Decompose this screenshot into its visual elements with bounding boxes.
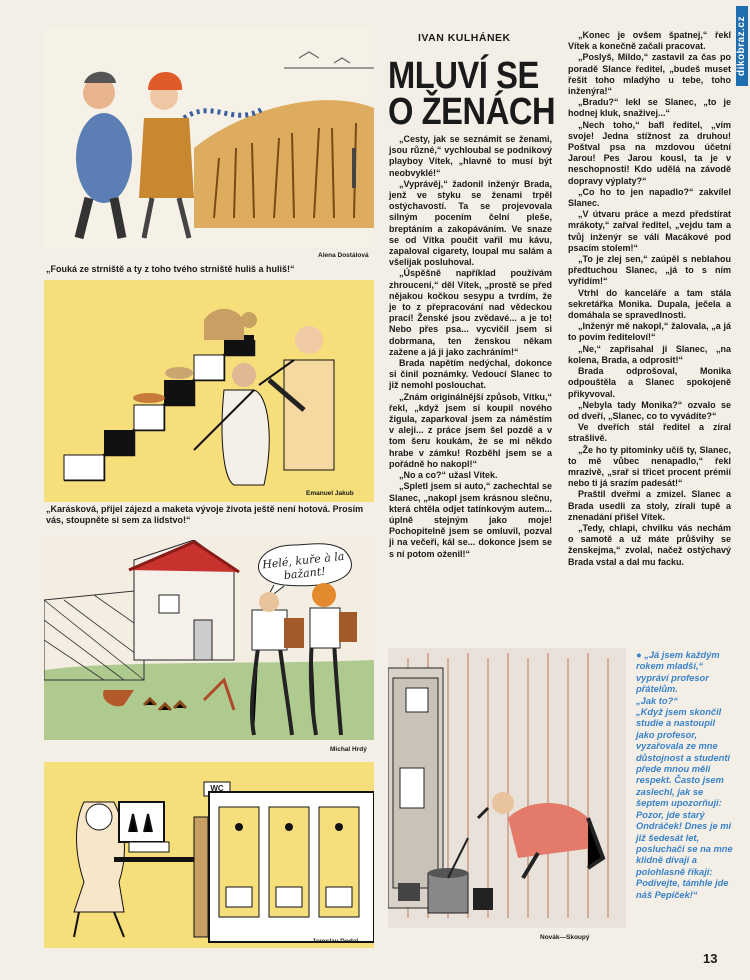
article-column-2: [568, 30, 731, 568]
col2-paragraph: „Nebyla tady Monika?“ ozvalo se od dveří, „Slanec, co to vyvádíte?“: [568, 399, 731, 421]
page-number: 13: [703, 951, 718, 966]
credit-dostalova: Alena Dostálová: [318, 252, 369, 259]
cartoon-vyvoj-drawing: [44, 280, 374, 502]
credit-novak-skoupy: Novák—Skoupý: [540, 934, 590, 941]
col1-paragraph: Brada napětím nedýchal, dokonce si činil poznámky. Vedoucí Slanec to již nemohl poslouchat.: [389, 358, 552, 391]
article-author: IVAN KULHÁNEK: [418, 32, 511, 44]
col2-paragraph: Ve dveřích stál ředitel a zíral strašlivě.: [568, 422, 731, 444]
col2-paragraph: „Konec je ovšem špatnej,“ řekl Vítek a konečně začali pracovat.: [568, 30, 731, 52]
joke-paragraph: „Když jsem skončil studie a nastoupil jako profesor, vyzařovala ze mne důstojnost a studenti přede mnou měli respekt. Často jsem zaslechl, jak se šeptem upozorňují: Pozor, jde starý Ondráček! Dnes je mi již šedesát let, posluchači se na mne klidně dívají a polohlasně říkají: Podívejte, támhle jde náš Pepíček!“: [636, 707, 733, 900]
cartoon-novak-skoupy: [388, 648, 626, 928]
cartoon-bazant: [44, 540, 374, 740]
wc-sign: WC: [210, 784, 224, 793]
col1-paragraph: „Spletl jsem si auto,“ zachechtal se Slanec, „nakopl jsem krásnou slečnu, která chtěla odjet tatínkovým autem... úplně stejným jako moje! Pochopitelně jsem se omluvil, pozval ji na večeři, kál se... dokonce jsem se s ní potom oženil!“: [389, 481, 552, 559]
col2-paragraph: Vtrhl do kanceláře a tam stála sekretářka Monika. Dupala, ječela a domáhala se spravedlnosti.: [568, 287, 731, 321]
cartoon-strniste: [44, 28, 374, 248]
col2-paragraph: „Nech toho,“ bafl ředitel, „vím svoje! Jedna stížnost za druhou! Poštval psa na mzdovou účetní Jarou! Pes Jarou kousl, ta je v neschopnosti! Kdo udělá na závodě dopravy výplaty?“: [568, 119, 731, 186]
col2-paragraph: „To je zlej sen,“ zaúpěl s neblahou předtuchou Slanec, „já to s ním vyřídím!“: [568, 254, 731, 287]
col1-paragraph: „Vyprávěj,“ žadonil inženýr Brada, jenž ve styku se ženami trpěl ostýchavostí. Ta se projevovala silným pocením čelní pleše, breptáním a zakopáváním. Ve snaze se od Vítka poučit vařil mu kávu, zapaloval cigarety, loupal mu salám a všelijak posluhoval.: [389, 178, 552, 268]
joke-text: [636, 650, 734, 901]
col2-paragraph: „Co ho to jen napadlo?“ zakvílel Slanec.: [568, 186, 731, 209]
cartoon-vyvoj-zivota: [44, 280, 374, 502]
cartoon-strniste-drawing: [44, 28, 374, 248]
cartoon-wc: [44, 762, 374, 948]
col2-paragraph: „Bradu?“ lekl se Slanec, „to je hodnej kluk, snaživej...“: [568, 97, 731, 119]
credit-jakub: Emanuel Jakub: [306, 490, 354, 497]
col2-paragraph: Brada odprošoval, Monika odpouštěla a Slanec spokojeně přikyvoval.: [568, 366, 731, 399]
col2-paragraph: „V útvaru práce a mezd předstírat mrákoty,“ zařval ředitel, „vejdu tam a tvůj inženýr se válí Macákové pod psacím stolem!“: [568, 209, 731, 253]
col1-paragraph: „Znám originálnější způsob, Vítku,“ řekl, „když jsem si koupil nového žigula, zaparkoval jsem za náměstím v aleji... z práce jsem šel pozdě a v tom šeru koukám, že se mi někdo hrabe v zámku! Rozběhl jsem se a pořádně ho nakopl!“: [389, 391, 552, 469]
col2-paragraph: „Že ho ty pitominky učíš ty, Slanec, to mě vůbec nenapadlo,“ řekl mrazivě, „srař si třicet procent prémií nebo ti já srazím padesát!“: [568, 444, 731, 489]
article-column-1: [389, 134, 552, 560]
col1-paragraph: „Úspěšně například používám zhroucení,“ děl Vítek, „prostě se před nějakou kočkou sesypu a tvrdím, že je to z přepracování nad vědeckou prací! Ženské jsou zvědavé... a je to! Nebo přes psa... vycvičil jsem si dobrmana, ten ženskou někam zažene a já ji jako zachráním!“: [389, 268, 552, 357]
bullet-icon: ●: [636, 650, 642, 660]
article-title-line1: MLUVÍ SE: [388, 55, 539, 97]
caption-vyvoj-zivota: „Karásková, přijel zájezd a maketa vývoje života ještě není hotová. Prosím vás, stoupněte si sem za lidstvo!“: [46, 504, 364, 525]
credit-hrdy: Michal Hrdý: [330, 746, 367, 753]
cartoon-novak-drawing: [388, 648, 626, 928]
col1-paragraph: „Cesty, jak se seznámit se ženami, jsou různé,“ vychloubal se podnikový playboy Vítek, „hlavně to musí být neobvyklé!“: [389, 134, 552, 178]
joke-paragraph: ● „Já jsem každým rokem mladší,“ vypráví profesor přátelům.: [636, 650, 720, 695]
caption-strniste: „Fouká ze strniště a ty z toho tvého strniště huliš a huliš!“: [46, 264, 295, 274]
credit-dodal: Jaroslav Dodal: [312, 938, 359, 945]
col2-paragraph: Praštil dveřmi a zmizel. Slanec a Brada usedli za stoly, zírali tupě a znenadání přišel Vítek.: [568, 489, 731, 522]
site-url-badge: dikobraz.cz: [736, 6, 748, 86]
col2-paragraph: „Inženýr mě nakopl,“ žalovala, „a já to povím řediteloví!“: [568, 321, 731, 343]
article-title-line2: O ŽENÁCH: [388, 91, 556, 133]
col1-paragraph: „No a co?“ užasl Vítek.: [399, 470, 498, 481]
col2-paragraph: „Poslyš, Mildo,“ zastavil za čas po poradě Slance ředitel, „budeš muset řešit toho mladýho u tebe, toho inženýra!“: [568, 52, 731, 97]
speech-bubble: Helé, kuře à la bažant!: [261, 549, 345, 583]
col2-paragraph: „Ne,“ zapřisahal ji Slanec, „na kolena, Brada, a odprosit!“: [568, 343, 731, 365]
col2-paragraph: „Tedy, chlapi, chvilku vás nechám o samotě a už máte průšvihy se ženskejma,“ zvolal, načež ostýchavý Brada vstal a dal mu facku.: [568, 522, 731, 567]
joke-paragraph: „Jak to?“: [636, 695, 678, 706]
